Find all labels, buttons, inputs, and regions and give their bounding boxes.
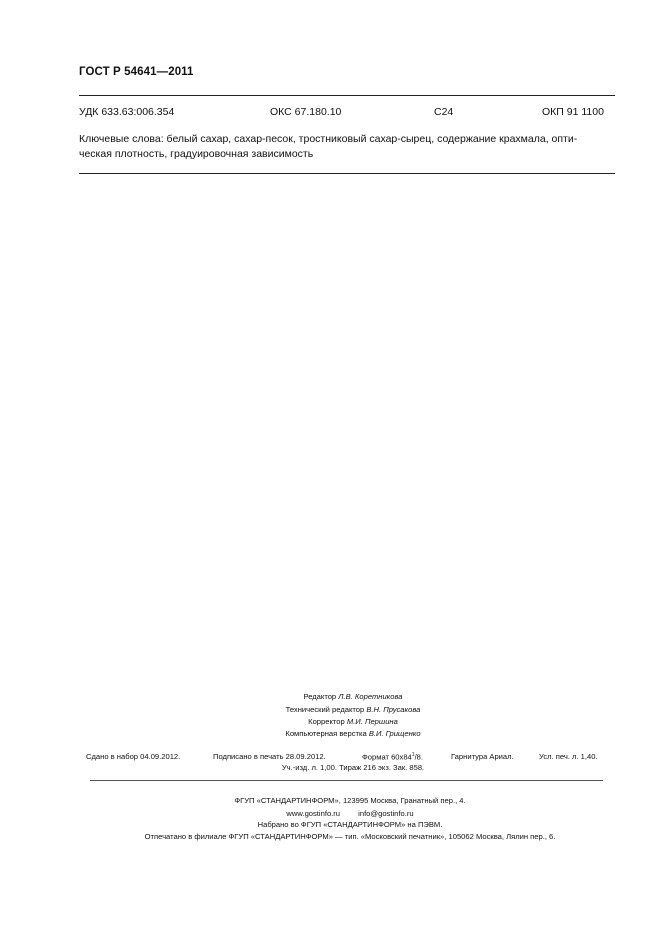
udk-code: УДК 633.63:006.354 (79, 106, 175, 118)
imprint-divider (90, 780, 603, 781)
okp-code: ОКП 91 1100 (542, 106, 604, 118)
edition-details: Уч.-изд. л. 1,00. Тираж 216 экз. Зак. 858. (281, 763, 425, 772)
credit-editor (180, 692, 526, 701)
format-denominator: /8 (414, 752, 421, 762)
typeface: Гарнитура Ариал. (451, 752, 514, 761)
keywords-divider (79, 173, 615, 174)
publisher-website: www.gostinfo.ru (286, 809, 341, 818)
print-signed-date: Подписано в печать 28.09.2012. (213, 752, 326, 761)
credit-name: М.И. Першина (346, 717, 398, 726)
credit-name: Л.В. Коретникова (338, 692, 403, 701)
paper-format: Формат $60x84^1/8$. (362, 752, 424, 762)
typeset-note: Набрано во ФГУП «СТАНДАРТИНФОРМ» на ПЭВМ. (257, 820, 443, 829)
group-code: С24 (434, 106, 454, 118)
credit-role: Компьютерная верстка (285, 729, 367, 738)
printed-sheets: Усл. печ. л. 1,40. (539, 752, 598, 761)
printing-house: Отпечатано в филиале ФГУП «СТАНДАРТИНФОРМ» — тип. «Московский печатник», 105062 Москва, Лялин пер., 6. (144, 832, 556, 841)
typesetting-date: Сдано в набор 04.09.2012. (86, 752, 181, 761)
publisher-email: info@gostinfo.ru (358, 809, 414, 818)
top-divider (79, 95, 615, 96)
oks-code: ОКС 67.180.10 (270, 106, 342, 118)
credit-name: В.И. Грищенко (368, 729, 421, 738)
credit-role: Технический редактор (285, 705, 365, 714)
credit-role: Редактор (303, 692, 337, 701)
publisher-contacts (60, 809, 640, 818)
credit-tech-editor (180, 705, 526, 714)
keywords-line-2: ческая плотность, градуировочная зависимость (79, 148, 314, 160)
credit-role: Корректор (308, 717, 345, 726)
format-numerator: 1 (411, 752, 415, 758)
credit-name: В.Н. Прусакова (366, 705, 421, 714)
format-prefix: Формат 60x84 (362, 752, 412, 762)
credit-proofreader (180, 717, 526, 726)
credit-layout (180, 729, 526, 738)
keywords-line-1: Ключевые слова: белый сахар, сахар-песок, тростниковый сахар-сырец, содержание крахмала, опти- (79, 133, 578, 145)
document-designation: ГОСТ Р 54641—2011 (79, 66, 194, 78)
publisher-address: ФГУП «СТАНДАРТИНФОРМ», 123995 Москва, Гранатный пер., 4. (234, 796, 466, 805)
